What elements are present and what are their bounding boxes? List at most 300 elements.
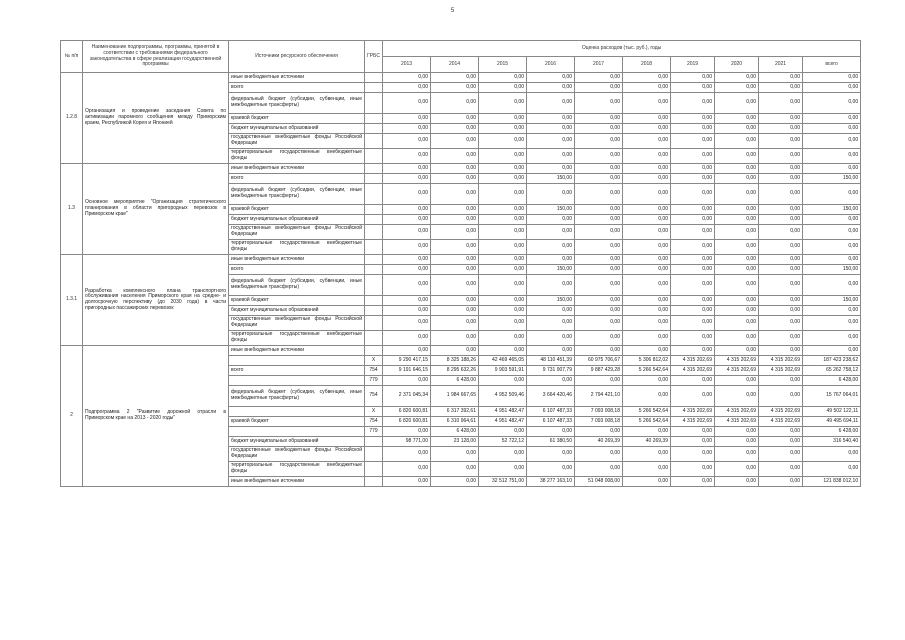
- year-value: 6 317 392,61: [431, 407, 479, 417]
- year-value: 0,00: [479, 296, 527, 306]
- year-value: 4 315 202,69: [671, 366, 715, 376]
- year-value: 0,00: [575, 149, 623, 164]
- year-value: 0,00: [671, 164, 715, 174]
- year-value: 0,00: [383, 296, 431, 306]
- year-value: 0,00: [575, 447, 623, 462]
- year-value: 0,00: [623, 306, 671, 316]
- year-value: 0,00: [527, 447, 575, 462]
- funding-source: всего: [229, 366, 365, 376]
- funding-source: государственные внебюджетные фонды Российской Федерации: [229, 447, 365, 462]
- year-value: 0,00: [383, 462, 431, 477]
- total-value: 121 838 012,10: [803, 477, 861, 487]
- header-year: всего: [803, 57, 861, 73]
- year-value: 0,00: [431, 477, 479, 487]
- year-value: 0,00: [759, 331, 803, 346]
- year-value: 0,00: [431, 124, 479, 134]
- funding-source: краевой бюджет: [229, 114, 365, 124]
- grbs-code: [365, 164, 383, 174]
- year-value: 0,00: [715, 427, 759, 437]
- year-value: 0,00: [623, 427, 671, 437]
- grbs-code: X: [365, 407, 383, 417]
- year-value: 0,00: [759, 346, 803, 356]
- year-value: 0,00: [759, 386, 803, 407]
- year-value: 0,00: [479, 134, 527, 149]
- year-value: 0,00: [479, 164, 527, 174]
- year-value: 0,00: [431, 164, 479, 174]
- year-value: 0,00: [479, 376, 527, 386]
- year-value: 0,00: [575, 296, 623, 306]
- total-value: 0,00: [803, 215, 861, 225]
- year-value: 0,00: [479, 265, 527, 275]
- funding-source: иные внебюджетные источники: [229, 164, 365, 174]
- year-value: 0,00: [759, 240, 803, 255]
- funding-source: краевой бюджет: [229, 205, 365, 215]
- page-number: 5: [450, 8, 455, 14]
- year-value: 0,00: [671, 124, 715, 134]
- year-value: 0,00: [623, 93, 671, 114]
- year-value: 0,00: [479, 114, 527, 124]
- funding-source: иные внебюджетные источники: [229, 255, 365, 265]
- year-value: 0,00: [431, 296, 479, 306]
- total-value: 0,00: [803, 164, 861, 174]
- year-value: 0,00: [431, 174, 479, 184]
- total-value: 150,00: [803, 174, 861, 184]
- grbs-code: [365, 83, 383, 93]
- grbs-code: [365, 331, 383, 346]
- year-value: 5 266 542,64: [623, 366, 671, 376]
- row-number: 1.3: [61, 164, 83, 255]
- header-year: 2021: [759, 57, 803, 73]
- funding-source: бюджет муниципальных образований: [229, 437, 365, 447]
- year-value: 0,00: [759, 376, 803, 386]
- year-value: 0,00: [575, 205, 623, 215]
- grbs-code: [365, 205, 383, 215]
- year-value: 0,00: [623, 265, 671, 275]
- header-year: 2020: [715, 57, 759, 73]
- year-value: 0,00: [383, 427, 431, 437]
- year-value: 4 315 202,69: [759, 417, 803, 427]
- year-value: 0,00: [431, 114, 479, 124]
- year-value: 0,00: [759, 164, 803, 174]
- year-value: 0,00: [759, 134, 803, 149]
- year-value: 0,00: [715, 265, 759, 275]
- year-value: 150,00: [527, 174, 575, 184]
- funding-source: всего: [229, 265, 365, 275]
- year-value: 0,00: [527, 427, 575, 437]
- year-value: 150,00: [527, 205, 575, 215]
- funding-source: [229, 376, 365, 386]
- year-value: 0,00: [671, 73, 715, 83]
- total-value: 0,00: [803, 124, 861, 134]
- year-value: 0,00: [759, 316, 803, 331]
- funding-source: территориальные государственные внебюджетные фонды: [229, 149, 365, 164]
- year-value: 0,00: [623, 73, 671, 83]
- total-value: 0,00: [803, 255, 861, 265]
- year-value: 8 325 188,26: [431, 356, 479, 366]
- funding-source: бюджет муниципальных образований: [229, 306, 365, 316]
- funding-source: бюджет муниципальных образований: [229, 124, 365, 134]
- year-value: 4 315 202,69: [671, 417, 715, 427]
- year-value: 0,00: [623, 386, 671, 407]
- year-value: 7 093 008,18: [575, 407, 623, 417]
- year-value: 0,00: [431, 447, 479, 462]
- program-name: Основное мероприятие "Организация стратегического планирования в области пригородных перевозок в Приморском крае": [83, 164, 229, 255]
- year-value: 2 371 045,34: [383, 386, 431, 407]
- year-value: 6 428,00: [431, 376, 479, 386]
- year-value: 0,00: [575, 83, 623, 93]
- funding-source: федеральный бюджет (субсидии, субвенции, иные межбюджетные трансферты): [229, 275, 365, 296]
- year-value: 32 512 751,00: [479, 477, 527, 487]
- year-value: 0,00: [575, 265, 623, 275]
- year-value: 7 093 008,18: [575, 417, 623, 427]
- year-value: 0,00: [575, 174, 623, 184]
- grbs-code: [365, 437, 383, 447]
- total-value: 49 502 122,11: [803, 407, 861, 417]
- year-value: 0,00: [527, 331, 575, 346]
- grbs-code: [365, 134, 383, 149]
- year-value: 0,00: [431, 240, 479, 255]
- year-value: 0,00: [383, 184, 431, 205]
- year-value: 61 380,50: [527, 437, 575, 447]
- year-value: 0,00: [715, 83, 759, 93]
- year-value: 0,00: [383, 477, 431, 487]
- year-value: 0,00: [479, 346, 527, 356]
- year-value: 0,00: [527, 346, 575, 356]
- year-value: 0,00: [715, 447, 759, 462]
- year-value: 9 887 429,28: [575, 366, 623, 376]
- year-value: 2 794 421,10: [575, 386, 623, 407]
- grbs-code: 754: [365, 386, 383, 407]
- year-value: 0,00: [431, 265, 479, 275]
- year-value: 4 315 202,69: [671, 407, 715, 417]
- year-value: 150,00: [527, 296, 575, 306]
- year-value: 0,00: [623, 331, 671, 346]
- funding-source: иные внебюджетные источники: [229, 477, 365, 487]
- year-value: 0,00: [759, 462, 803, 477]
- year-value: 0,00: [383, 93, 431, 114]
- year-value: 0,00: [715, 275, 759, 296]
- header-source: Источники ресурсного обеспечения: [229, 41, 365, 73]
- year-value: 0,00: [759, 306, 803, 316]
- year-value: 150,00: [527, 265, 575, 275]
- grbs-code: [365, 93, 383, 114]
- funding-source: краевой бюджет: [229, 417, 365, 427]
- year-value: 6 428,00: [431, 427, 479, 437]
- year-value: 0,00: [575, 215, 623, 225]
- program-name: Организация и проведение заседания Совета по активизации паромного сообщения между Приморским краем, Республикой Корея и Японией: [83, 73, 229, 164]
- table-body: [61, 73, 861, 487]
- year-value: 0,00: [671, 255, 715, 265]
- year-value: 8 295 632,26: [431, 366, 479, 376]
- year-value: 0,00: [479, 447, 527, 462]
- header-name: Наименование подпрограммы, программы, принятой в соответствии с требованиями федерального законодательства в сфере реализации государственной программы: [83, 41, 229, 73]
- funding-source: территориальные государственные внебюджетные фонды: [229, 462, 365, 477]
- year-value: 0,00: [479, 427, 527, 437]
- funding-source: иные внебюджетные источники: [229, 346, 365, 356]
- year-value: 0,00: [431, 149, 479, 164]
- year-value: 0,00: [527, 240, 575, 255]
- year-value: 0,00: [431, 215, 479, 225]
- header-year: 2016: [527, 57, 575, 73]
- year-value: 0,00: [715, 184, 759, 205]
- year-value: 0,00: [479, 73, 527, 83]
- year-value: 4 951 482,47: [479, 417, 527, 427]
- year-value: 6 820 600,81: [383, 407, 431, 417]
- total-value: 0,00: [803, 83, 861, 93]
- year-value: 0,00: [527, 149, 575, 164]
- year-value: 0,00: [479, 275, 527, 296]
- year-value: 0,00: [383, 164, 431, 174]
- year-value: 0,00: [383, 316, 431, 331]
- grbs-code: [365, 462, 383, 477]
- header-year: 2015: [479, 57, 527, 73]
- year-value: 0,00: [527, 255, 575, 265]
- budget-table: [60, 40, 861, 487]
- year-value: 0,00: [575, 240, 623, 255]
- total-value: 150,00: [803, 296, 861, 306]
- year-value: 0,00: [527, 124, 575, 134]
- grbs-code: [365, 275, 383, 296]
- grbs-code: [365, 265, 383, 275]
- year-value: 0,00: [575, 184, 623, 205]
- header-year: 2014: [431, 57, 479, 73]
- year-value: 0,00: [671, 316, 715, 331]
- year-value: 0,00: [759, 73, 803, 83]
- year-value: 0,00: [623, 225, 671, 240]
- year-value: 0,00: [759, 83, 803, 93]
- year-value: 0,00: [383, 376, 431, 386]
- grbs-code: [365, 477, 383, 487]
- year-value: 0,00: [431, 331, 479, 346]
- grbs-code: [365, 174, 383, 184]
- year-value: 6 310 964,61: [431, 417, 479, 427]
- year-value: 0,00: [479, 93, 527, 114]
- year-value: 0,00: [383, 255, 431, 265]
- program-name: Разработка комплексного плана транспортного обслуживания населения Приморского края на средне- и долгосрочную перспективу (до 2030 года) в части пригородных пассажирских перевозок: [83, 255, 229, 346]
- year-value: 0,00: [527, 275, 575, 296]
- year-value: 0,00: [383, 149, 431, 164]
- table-header: [61, 41, 861, 73]
- grbs-code: [365, 447, 383, 462]
- year-value: 0,00: [759, 447, 803, 462]
- funding-source: [229, 356, 365, 366]
- year-value: 0,00: [759, 174, 803, 184]
- total-value: 0,00: [803, 240, 861, 255]
- year-value: 0,00: [671, 114, 715, 124]
- year-value: 0,00: [383, 124, 431, 134]
- funding-source: [229, 427, 365, 437]
- year-value: 0,00: [671, 346, 715, 356]
- year-value: 4 315 202,69: [715, 366, 759, 376]
- grbs-code: [365, 225, 383, 240]
- year-value: 0,00: [383, 346, 431, 356]
- year-value: 9 290 417,15: [383, 356, 431, 366]
- year-value: 0,00: [715, 386, 759, 407]
- total-value: 150,00: [803, 205, 861, 215]
- year-value: 0,00: [623, 134, 671, 149]
- year-value: 0,00: [759, 265, 803, 275]
- year-value: 0,00: [715, 255, 759, 265]
- year-value: 0,00: [671, 462, 715, 477]
- year-value: 0,00: [759, 275, 803, 296]
- year-value: 0,00: [759, 149, 803, 164]
- year-value: 0,00: [479, 331, 527, 346]
- year-value: 40 269,39: [575, 437, 623, 447]
- year-value: 0,00: [431, 83, 479, 93]
- year-value: 5 266 542,64: [623, 417, 671, 427]
- year-value: 0,00: [623, 124, 671, 134]
- year-value: 0,00: [383, 174, 431, 184]
- year-value: 0,00: [759, 114, 803, 124]
- funding-source: государственные внебюджетные фонды Российской Федерации: [229, 134, 365, 149]
- year-value: 0,00: [671, 215, 715, 225]
- total-value: 0,00: [803, 134, 861, 149]
- year-value: 51 048 008,00: [575, 477, 623, 487]
- year-value: 0,00: [715, 376, 759, 386]
- year-value: 0,00: [671, 184, 715, 205]
- grbs-code: [365, 346, 383, 356]
- grbs-code: [365, 124, 383, 134]
- year-value: 0,00: [671, 174, 715, 184]
- year-value: 0,00: [671, 331, 715, 346]
- total-value: 6 428,00: [803, 376, 861, 386]
- year-value: 0,00: [575, 462, 623, 477]
- year-value: 40 269,39: [623, 437, 671, 447]
- year-value: 0,00: [383, 275, 431, 296]
- grbs-code: X: [365, 356, 383, 366]
- year-value: 0,00: [383, 447, 431, 462]
- year-value: 0,00: [623, 255, 671, 265]
- year-value: 0,00: [479, 149, 527, 164]
- year-value: 0,00: [383, 205, 431, 215]
- year-value: 0,00: [527, 134, 575, 149]
- funding-source: всего: [229, 83, 365, 93]
- year-value: 0,00: [671, 93, 715, 114]
- year-value: 0,00: [671, 376, 715, 386]
- year-value: 0,00: [575, 134, 623, 149]
- year-value: 0,00: [715, 225, 759, 240]
- year-value: 0,00: [759, 124, 803, 134]
- year-value: 60 975 706,67: [575, 356, 623, 366]
- year-value: 0,00: [479, 255, 527, 265]
- year-value: 0,00: [431, 225, 479, 240]
- row-number: 1.3.1: [61, 255, 83, 346]
- year-value: 0,00: [759, 477, 803, 487]
- year-value: 6 820 600,81: [383, 417, 431, 427]
- year-value: 0,00: [527, 83, 575, 93]
- year-value: 9 731 907,79: [527, 366, 575, 376]
- year-value: 0,00: [479, 240, 527, 255]
- year-value: 0,00: [715, 164, 759, 174]
- year-value: 0,00: [671, 275, 715, 296]
- year-value: 3 664 420,46: [527, 386, 575, 407]
- year-value: 0,00: [623, 83, 671, 93]
- total-value: 187 423 238,62: [803, 356, 861, 366]
- year-value: 0,00: [575, 124, 623, 134]
- year-value: 0,00: [479, 316, 527, 331]
- year-value: 0,00: [527, 225, 575, 240]
- year-value: 0,00: [527, 215, 575, 225]
- year-value: 4 315 202,69: [759, 407, 803, 417]
- year-value: 0,00: [527, 114, 575, 124]
- header-year: 2019: [671, 57, 715, 73]
- grbs-code: 779: [365, 427, 383, 437]
- year-value: 0,00: [759, 184, 803, 205]
- row-number: 1.2.8: [61, 73, 83, 164]
- year-value: 4 315 202,69: [715, 417, 759, 427]
- total-value: 0,00: [803, 331, 861, 346]
- year-value: 0,00: [715, 306, 759, 316]
- grbs-code: [365, 184, 383, 205]
- year-value: 0,00: [479, 83, 527, 93]
- year-value: 0,00: [715, 437, 759, 447]
- year-value: 0,00: [671, 240, 715, 255]
- year-value: 0,00: [527, 164, 575, 174]
- year-value: 0,00: [431, 316, 479, 331]
- year-value: 0,00: [715, 73, 759, 83]
- year-value: 98 771,00: [383, 437, 431, 447]
- grbs-code: 779: [365, 376, 383, 386]
- year-value: 0,00: [715, 346, 759, 356]
- year-value: 0,00: [431, 73, 479, 83]
- grbs-code: [365, 73, 383, 83]
- program-name: Подпрограмма 2 "Развитие дорожной отрасли в Приморском крае на 2013 - 2020 годы": [83, 346, 229, 487]
- year-value: 0,00: [431, 134, 479, 149]
- year-value: 0,00: [715, 331, 759, 346]
- year-value: 0,00: [759, 205, 803, 215]
- year-value: 0,00: [715, 477, 759, 487]
- funding-source: федеральный бюджет (субсидии, субвенции, иные межбюджетные трансферты): [229, 93, 365, 114]
- year-value: 0,00: [575, 114, 623, 124]
- year-value: 0,00: [715, 149, 759, 164]
- grbs-code: [365, 296, 383, 306]
- header-num: № п/п: [61, 41, 83, 73]
- total-value: 0,00: [803, 73, 861, 83]
- year-value: 0,00: [383, 215, 431, 225]
- total-value: 0,00: [803, 447, 861, 462]
- year-value: 9 903 591,91: [479, 366, 527, 376]
- funding-source: федеральный бюджет (субсидии, субвенции, иные межбюджетные трансферты): [229, 184, 365, 205]
- year-value: 0,00: [671, 427, 715, 437]
- year-value: 0,00: [383, 83, 431, 93]
- year-value: 0,00: [479, 184, 527, 205]
- year-value: 0,00: [671, 225, 715, 240]
- total-value: 0,00: [803, 149, 861, 164]
- header-year: 2018: [623, 57, 671, 73]
- funding-source: бюджет муниципальных образований: [229, 215, 365, 225]
- year-value: 0,00: [479, 124, 527, 134]
- year-value: 0,00: [575, 275, 623, 296]
- total-value: 0,00: [803, 114, 861, 124]
- year-value: 0,00: [479, 174, 527, 184]
- year-value: 0,00: [383, 240, 431, 255]
- funding-source: иные внебюджетные источники: [229, 73, 365, 83]
- year-value: 0,00: [527, 73, 575, 83]
- table-row: [61, 73, 861, 83]
- total-value: 49 495 694,11: [803, 417, 861, 427]
- total-value: 150,00: [803, 265, 861, 275]
- year-value: 0,00: [671, 306, 715, 316]
- year-value: 4 315 202,69: [759, 356, 803, 366]
- year-value: 6 107 487,33: [527, 407, 575, 417]
- year-value: 0,00: [759, 225, 803, 240]
- year-value: 0,00: [383, 265, 431, 275]
- total-value: 0,00: [803, 93, 861, 114]
- year-value: 0,00: [759, 93, 803, 114]
- grbs-code: [365, 255, 383, 265]
- row-number: 2: [61, 346, 83, 487]
- year-value: 0,00: [715, 316, 759, 331]
